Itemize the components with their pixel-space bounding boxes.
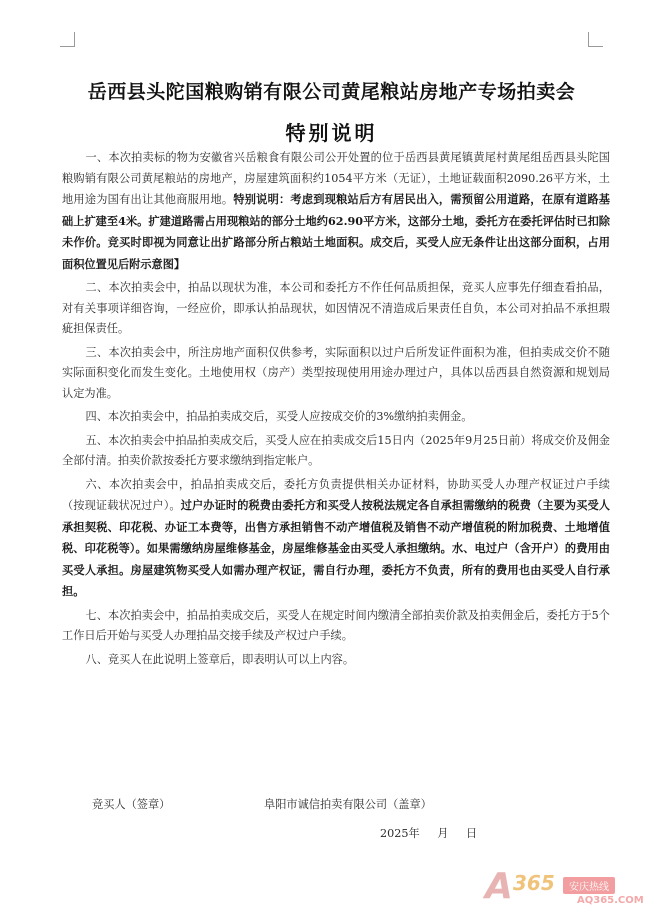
document-body <box>62 148 610 673</box>
paragraph-8 <box>62 650 610 671</box>
date-line <box>380 825 477 841</box>
paragraph-7 <box>62 606 610 647</box>
document-subtitle: 特别说明 <box>285 121 378 145</box>
watermark-logo-letter: A <box>485 866 513 907</box>
watermark-logo-number: 365 <box>513 871 555 895</box>
paragraph-6 <box>62 475 610 603</box>
date-day: 日 <box>466 827 478 840</box>
paragraph-1-special-note: 特别说明：考虑到现粮站后方有居民出入，需预留公用道路，在原有道路基础上扩建至4米。扩建道路需占用现粮站的部分土地约62.90平方米，这部分土地，委托方在委托评估时已扣除未作价。竞买时即视为同意让出扩路部分所占粮站土地面积。成交后，买受人应无条件让出这部分面积，占用面积位置见后附示意图】 <box>62 192 610 271</box>
watermark-badge: 安庆热线 <box>563 877 615 894</box>
paragraph-4 <box>62 407 610 428</box>
auctioneer-seal-label: 阜阳市诚信拍卖有限公司（盖章） <box>264 798 432 811</box>
date-month: 月 <box>437 827 449 840</box>
page-corner-mark-left <box>60 32 75 47</box>
paragraph-4-text: 四、本次拍卖会中，拍品拍卖成交后，买受人应按成交价的3%缴纳拍卖佣金。 <box>85 410 473 423</box>
page-corner-mark-right <box>588 32 603 47</box>
watermark-site: AQ365.COM <box>577 895 644 906</box>
paragraph-8-text: 八、竞买人在此说明上签章后，即表明认可以上内容。 <box>85 652 355 666</box>
paragraph-3 <box>62 343 610 405</box>
buyer-signature-label: 竞买人（签章） <box>92 798 171 811</box>
date-year: 2025年 <box>380 827 420 840</box>
paragraph-5 <box>62 431 610 472</box>
site-watermark <box>485 866 644 911</box>
paragraph-5-text: 五、本次拍卖会中拍品拍卖成交后，买受人应在拍卖成交后15日内（2025年9月25日前）将成交价及佣金全部付清。拍卖价款按委托方要求缴纳到指定帐户。 <box>62 433 610 467</box>
signature-row <box>92 796 612 812</box>
paragraph-1-text: 一、本次拍卖标的物为安徽省兴岳粮食有限公司公开处置的位于岳西县黄尾镇黄尾村黄尾组岳西县头陀国粮购销有限公司黄尾粮站的房地产，房屋建筑面积约1054平方米（无证），土地证载面积2090.26平方米，土地用途为国有出让其他商服用地。 <box>62 151 610 206</box>
paragraph-7-text: 七、本次拍卖会中，拍品拍卖成交后，买受人在规定时间内缴清全部拍卖价款及拍卖佣金后，委托方于5个工作日后开始与买受人办理拍品交接手续及产权过户手续。 <box>62 608 610 642</box>
paragraph-2 <box>62 278 610 340</box>
paragraph-6-tax-note: 过户办证时的税费由委托方和买受人按税法规定各自承担需缴纳的税费（主要为买受人承担契税、印花税、办证工本费等，出售方承担销售不动产增值税及销售不动产增值税的附加税费、土地增值税、印花税等）。如果需缴纳房屋维修基金，房屋维修基金由买受人承担缴纳。水、电过户（含开户）的费用由买受人承担。房屋建筑物买受人如需办理产权证，需自行办理，委托方不负责，所有的费用也由买受人自行承担。 <box>62 498 610 598</box>
paragraph-6-text: 六、本次拍卖会中，拍品拍卖成交后，委托方负责提供相关办证材料，协助买受人办理产权证过户手续（按现证载状况过户）。 <box>62 477 610 512</box>
document-title: 岳西县头陀国粮购销有限公司黄尾粮站房地产专场拍卖会 <box>87 81 576 103</box>
paragraph-3-text: 三、本次拍卖会中，所注房地产面积仅供参考，实际面积以过户后所发证件面积为准，但拍卖成交价不随实际面积变化而发生变化。土地使用权（房产）类型按现使用用途办理过户，具体以岳西县自然资源和规划局认定为准。 <box>62 345 610 400</box>
paragraph-1 <box>62 148 610 275</box>
paragraph-2-text: 二、本次拍卖会中，拍品以现状为准，本公司和委托方不作任何品质担保，竞买人应事先仔细查看拍品，对有关事项详细咨询，一经应价，即承认拍品现状，如因情况不清造成后果责任自负，本公司对拍品不承担瑕疵担保责任。 <box>62 281 610 335</box>
